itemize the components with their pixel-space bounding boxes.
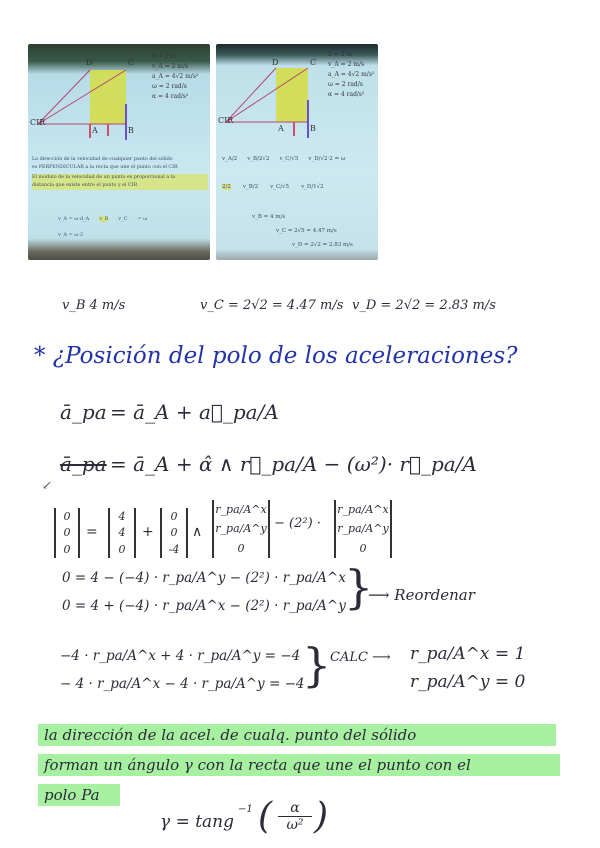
photo-right-label-d: D: [272, 58, 279, 67]
calc-note: CALC ⟶: [330, 650, 391, 665]
gamma-fraction: α ω²: [278, 800, 312, 833]
matrix-op-plus: +: [142, 524, 154, 540]
lecture-photo-left: [28, 44, 210, 260]
lecture-photo-right: [216, 44, 378, 260]
brace-icon: }: [344, 560, 374, 614]
matrix-r1: r_pa/A^x r_pa/A^y 0: [212, 500, 270, 558]
scalar-eq-2: 0 = 4 + (−4) · r_pa/A^x − (2²) · r_pa/A^y: [62, 598, 346, 614]
photo-left-params: b = 2 m v_A = 2 m/s a_A = 4√2 m/s² ω = 2 rad/s α = 4 rad/s²: [152, 53, 199, 100]
section-heading: * ¿Posición del polo de los aceleraciones?: [34, 343, 518, 369]
photo-left-label-a: A: [92, 126, 98, 135]
photo-left-label-b: B: [128, 126, 134, 135]
speed-vc: v_C = 2√2 = 4.47 m/s: [200, 298, 344, 313]
statement-line-2: forman un ángulo γ con la recta que une el punto con el: [38, 754, 560, 776]
eq1-rhs: = ā_A + a⃗_pa/A: [110, 400, 279, 424]
system-eq-2: − 4 · r_pa/A^x − 4 · r_pa/A^y = −4: [60, 676, 305, 692]
matrix-zero: 0 0 0: [54, 508, 80, 558]
photo-left-label-c: C: [128, 58, 135, 67]
photo-left-formulas: v_A = ω·d_A v_B v_C = ω: [58, 216, 148, 222]
matrix-aa: 4 4 0: [108, 508, 136, 558]
matrix-op-wedge: ∧: [192, 524, 203, 540]
speed-vd: v_D = 2√2 = 2.83 m/s: [352, 298, 496, 313]
eq1-lhs: ā_pa: [60, 400, 107, 424]
photo-left-text: La dirección de la velocidad de cualquier punto del sólido es PERPENDICULAR a la recta que une el punto con el CIR El módulo de la velocidad de un punto es proporcional a la distancia que existe entre el punto y el CIR: [32, 156, 208, 190]
matrix-op-minus-w2: − (2²) ·: [274, 516, 321, 531]
gamma-paren-close: ): [314, 796, 329, 837]
system-eq-1: −4 · r_pa/A^x + 4 · r_pa/A^y = −4: [60, 648, 301, 664]
result-y: r_pa/A^y = 0: [410, 672, 526, 692]
photo-right-frac-row1: v_A/2 v_B/2√2 v_C/√5 v_D/√2·2 = ω: [222, 156, 346, 162]
photo-right-label-cir: CIR: [218, 116, 234, 125]
statement-line-1: la dirección de la acel. de cualq. punto del sólido: [38, 724, 556, 746]
eq2-rhs: = ā_A + α̂ ∧ r⃗_pa/A − (ω²)· r⃗_pa/A: [110, 452, 477, 476]
statement-line-3: polo Pa: [38, 784, 120, 806]
matrix-alpha: 0 0 -4: [160, 508, 188, 558]
photo-left-label-cir: CIR: [30, 118, 46, 127]
photo-right-label-b: B: [310, 124, 316, 133]
photo-right-label-a: A: [278, 124, 284, 133]
gamma-exp: −1: [238, 804, 253, 815]
photo-left-formula2: v_A = ω·2: [58, 232, 84, 238]
photo-right-lines: v_B = 4 m/s v_C = 2√5 = 4.47 m/s v_D = 2√2 = 2.83 m/s: [252, 214, 353, 248]
scalar-eq-1: 0 = 4 − (−4) · r_pa/A^y − (2²) · r_pa/A^x: [62, 570, 346, 586]
result-x: r_pa/A^x = 1: [410, 644, 526, 664]
photo-left-label-d: D: [86, 58, 93, 67]
matrix-op-equals: =: [86, 524, 98, 540]
reorder-note: ⟶ Reordenar: [368, 586, 475, 604]
photo-right-label-c: C: [310, 58, 317, 67]
photo-right-frac-row2: 2/2 v_B/2 v_C/√5 v_D/1√2: [222, 184, 324, 190]
speed-vb: v_B 4 m/s: [62, 298, 126, 313]
strike-arrow-icon: ↙: [42, 478, 53, 492]
brace-icon-2: }: [302, 638, 332, 692]
gamma-paren: (: [258, 796, 273, 837]
photo-right-params: b = 2 m v_A = 2 m/s a_A = 4√2 m/s² ω = 2 rad/s α = 4 rad/s²: [328, 51, 375, 98]
gamma-lhs: γ = tang: [160, 812, 235, 832]
matrix-r2: r_pa/A^x r_pa/A^y 0: [334, 500, 392, 558]
eq2-lhs: ā_pa: [60, 452, 107, 476]
